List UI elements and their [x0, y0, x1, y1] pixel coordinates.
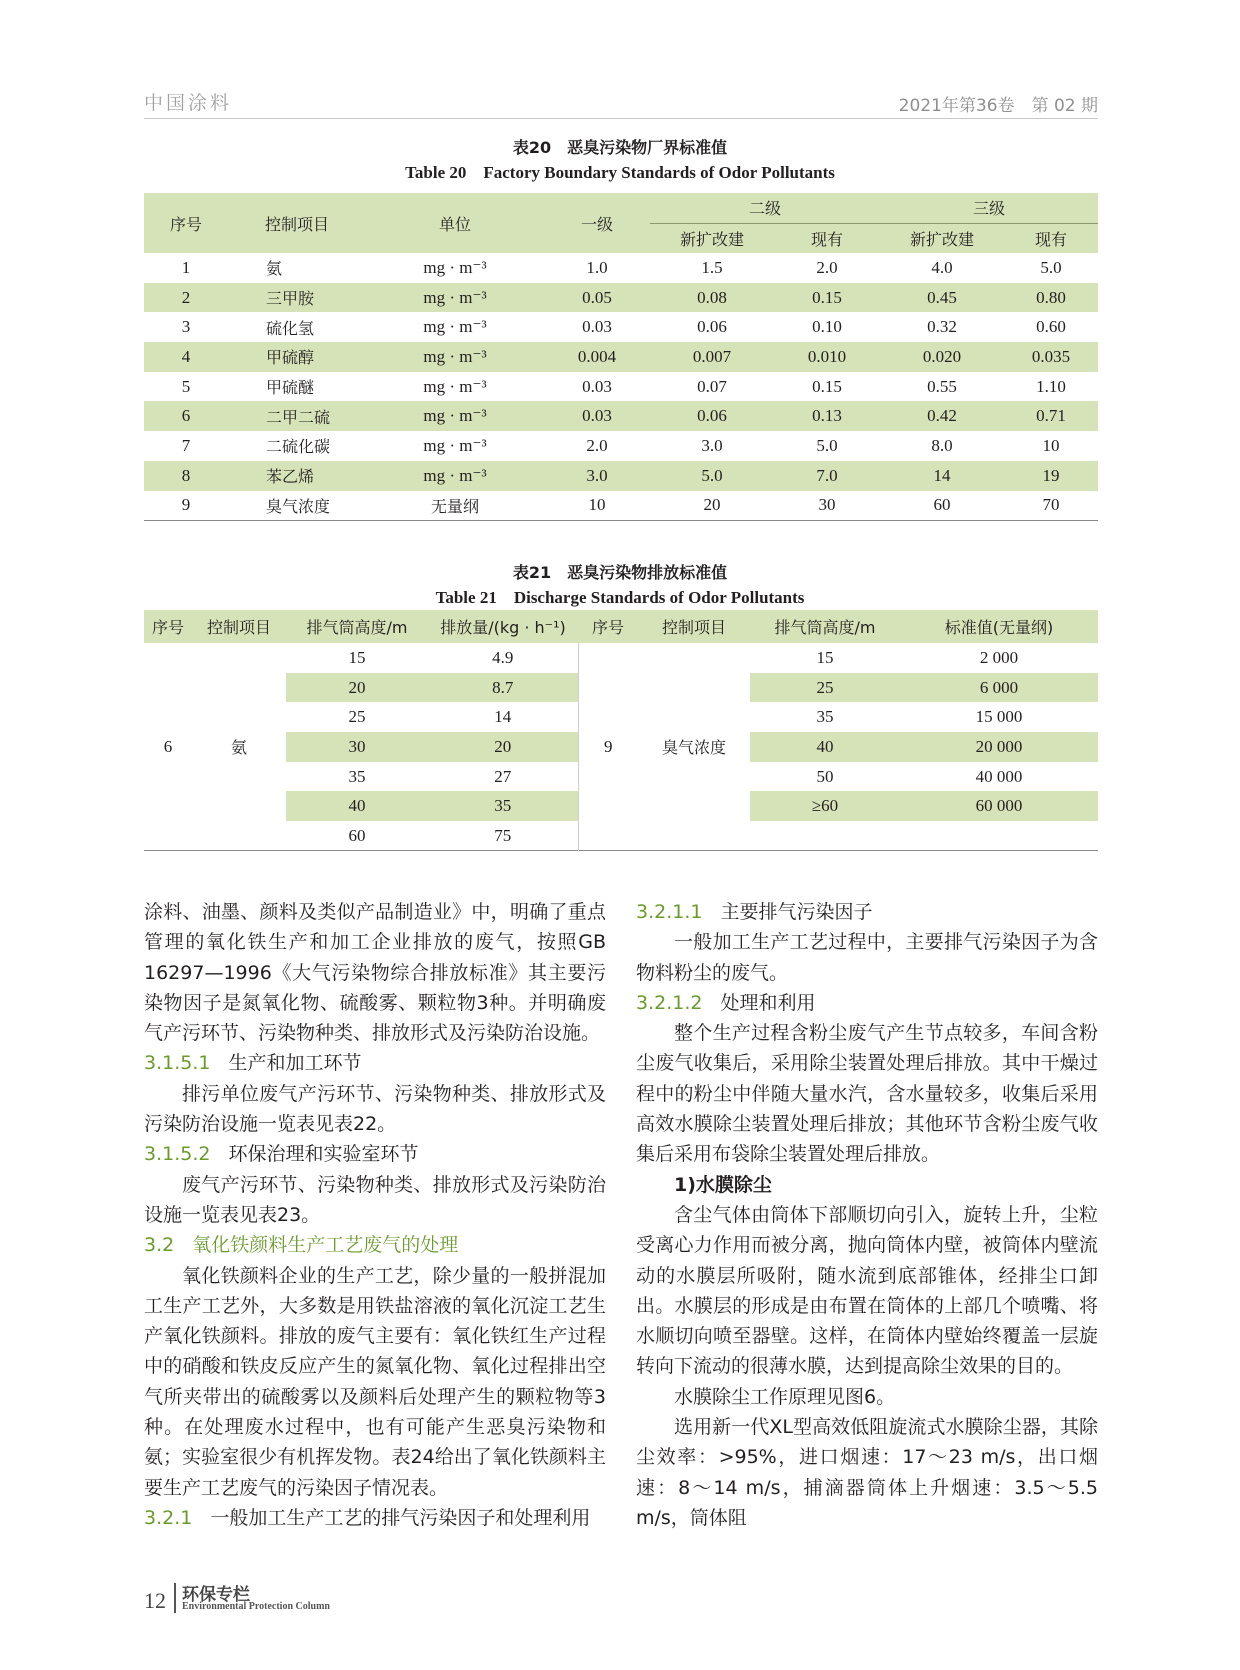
- t21-header-height-right: 排气筒高度/m: [750, 610, 900, 643]
- paragraph: 一般加工生产工艺过程中，主要排气污染因子为含物料粉尘的废气。: [636, 931, 1098, 984]
- table-row: 4 甲硫醇 mg · m⁻³ 0.004 0.007 0.010 0.020 0.035: [144, 342, 1098, 372]
- footer-divider: [174, 1583, 176, 1613]
- paragraph: 整个生产过程含粉尘废气产生节点较多，车间含粉尘废气收集后，采用除尘装置处理后排放。其中干燥过程中的粉尘中伴随大量水汽，含水量较多，收集后采用高效水膜除尘装置处理后排放；其他环节含粉尘废气收集后采用布袋除尘装置处理后排放。: [636, 1022, 1098, 1166]
- table20-caption-cn: 表20 恶臭污染物厂界标准值: [512, 138, 728, 157]
- t21-right-seq: 9: [604, 736, 613, 756]
- table-row: 7 二硫化碳 mg · m⁻³ 2.0 3.0 5.0 8.0 10: [181, 435, 1060, 457]
- section-heading: 3.2.1.1 主要排气污染因子: [636, 901, 873, 923]
- table-row: 5 甲硫醚 mg · m⁻³ 0.03 0.07 0.15 0.55 1.10: [181, 376, 1066, 398]
- paragraph: 废气产污环节、污染物种类、排放形式及污染防治设施一览表见表23。: [144, 1173, 606, 1226]
- paragraph: 含尘气体由筒体下部顺切向引入，旋转上升，尘粒受离心力作用而被分离，抛向筒体内壁，被筒体内壁流动的水膜层所吸附，随水流到底部锥体，经排尘口卸出。水膜层的形成是由布置在筒体的上部几个喷嘴、将水顺切向喷至器壁。这样，在筒体内壁始终覆盖一层旋转向下流动的很薄水膜，达到提高除尘效果的目的。: [636, 1203, 1098, 1378]
- t20-header-level2: 二级: [650, 193, 880, 223]
- paragraph: 氧化铁颜料企业的生产工艺，除少量的一般拼混加工生产工艺外，大多数是用铁盐溶液的氧化沉淀工艺生产氧化铁颜料。排放的废气主要有：氧化铁红生产过程中的硝酸和铁皮反应产生的氮氧化物、氧化过程排出空气所夹带出的硫酸雾以及颜料后处理产生的颗粒物等3种。在处理废水过程中，也有可能产生恶臭污染物和氨；实验室很少有机挥发物。表24给出了氧化铁颜料主要生产工艺废气的污染因子情况表。: [144, 1264, 606, 1499]
- table20-caption-en: Table 20 Factory Boundary Standards of Odor Pollutants: [405, 163, 835, 182]
- t20-header-l2-existing: 现有: [774, 223, 880, 253]
- table-row: 3 硫化氢 mg · m⁻³ 0.03 0.06 0.10 0.32 0.60: [181, 317, 1066, 338]
- table21-caption-cn: 表21 恶臭污染物排放标准值: [512, 563, 728, 582]
- table-row: 60 75: [144, 821, 1098, 851]
- section-heading: 3.2.1 一般加工生产工艺的排气污染因子和处理利用: [144, 1506, 591, 1529]
- t20-header-l2-new: 新扩改建: [650, 223, 774, 253]
- page-number: 12: [144, 1588, 166, 1613]
- t20-header-level1: 一级: [544, 193, 650, 253]
- table-row: 35 27 50 40 000: [144, 762, 1098, 792]
- column-title: 环保专栏: [182, 1585, 250, 1605]
- section-heading: 3.2.1.2 处理和利用: [636, 991, 816, 1014]
- t20-header-item: 控制项目: [228, 193, 366, 253]
- t21-left-seq: 6: [163, 736, 173, 756]
- t20-header-unit: 单位: [366, 193, 544, 253]
- t20-header-seq: 序号: [144, 193, 228, 253]
- paragraph: 排污单位废气产污环节、污染物种类、排放形式及污染防治设施一览表见表22。: [144, 1082, 606, 1136]
- table-row: 6 氨 15 4.9 9 臭气浓度 15 2 000: [144, 643, 1098, 673]
- header-rule: [144, 118, 1098, 119]
- table20: [144, 193, 1098, 521]
- t21-header-seq-left: 序号: [144, 610, 192, 643]
- journal-name: 中国涂料: [144, 92, 233, 114]
- table21: [144, 610, 1098, 851]
- body-right-column: [636, 897, 1098, 1533]
- t20-header-l3-new: 新扩改建: [880, 223, 1004, 253]
- column-subtitle: Environmental Protection Column: [182, 1601, 330, 1612]
- t21-right-item: 臭气浓度: [661, 738, 726, 758]
- t21-left-item: 氨: [230, 738, 247, 758]
- table-row: 1 氨 mg · m⁻³ 1.0 1.5 2.0 4.0 5.0: [181, 257, 1062, 279]
- t21-header-item-right: 控制项目: [638, 610, 750, 643]
- subheading: 1)水膜除尘: [674, 1173, 772, 1196]
- table-row: 40 35 ≥60 60 000: [144, 791, 1098, 821]
- paragraph: 选用新一代XL型高效低阻旋流式水膜除尘器，其除尘效率：>95%，进口烟速：17～23 m/s，出口烟速：8～14 m/s，捕滴器筒体上升烟速：3.5～5.5 m/s，筒体阻: [636, 1416, 1098, 1529]
- table-row: 9 臭气浓度 无量纲 10 20 30 60 70: [181, 495, 1060, 516]
- table-row: 20 8.7 25 6 000: [144, 673, 1098, 703]
- table21-caption-en: Table 21 Discharge Standards of Odor Pollutants: [435, 588, 805, 607]
- t21-header-rate: 排放量/(kg · h⁻¹): [428, 610, 578, 643]
- t20-header-l3-existing: 现有: [1004, 223, 1098, 253]
- table-row: 2 三甲胺 mg · m⁻³ 0.05 0.08 0.15 0.45 0.80: [144, 283, 1098, 313]
- t21-header-item-left: 控制项目: [192, 610, 286, 643]
- table-row: 8 苯乙烯 mg · m⁻³ 3.0 5.0 7.0 14 19: [144, 461, 1098, 491]
- section-heading: 3.1.5.2 环保治理和实验室环节: [144, 1143, 419, 1166]
- section-heading: 3.2 氧化铁颜料生产工艺废气的处理: [144, 1234, 459, 1257]
- paragraph: 涂料、油墨、颜料及类似产品制造业》中，明确了重点管理的氧化铁生产和加工企业排放的废气，按照GB 16297—1996《大气污染物综合排放标准》其主要污染物因子是氮氧化物、硫酸雾、颗粒物3种。并明确废气产污环节、污染物种类、排放形式及污染防治设施。: [144, 901, 606, 1045]
- table-row: 25 14 35 15 000: [144, 702, 1098, 732]
- t21-header-height-left: 排气筒高度/m: [286, 610, 428, 643]
- paragraph: 水膜除尘工作原理见图6。: [674, 1385, 896, 1408]
- table-row: 30 20 40 20 000: [144, 732, 1098, 762]
- body-left-column: [144, 897, 606, 1533]
- t21-header-std: 标准值(无量纲): [900, 610, 1098, 643]
- t21-header-seq-right: 序号: [578, 610, 638, 643]
- t20-header-level3: 三级: [880, 193, 1098, 223]
- section-heading: 3.1.5.1 生产和加工环节: [144, 1052, 362, 1075]
- table-row: 6 二甲二硫 mg · m⁻³ 0.03 0.06 0.13 0.42 0.71: [144, 401, 1098, 431]
- issue-info: 2021年第36卷 第 02 期: [898, 96, 1098, 116]
